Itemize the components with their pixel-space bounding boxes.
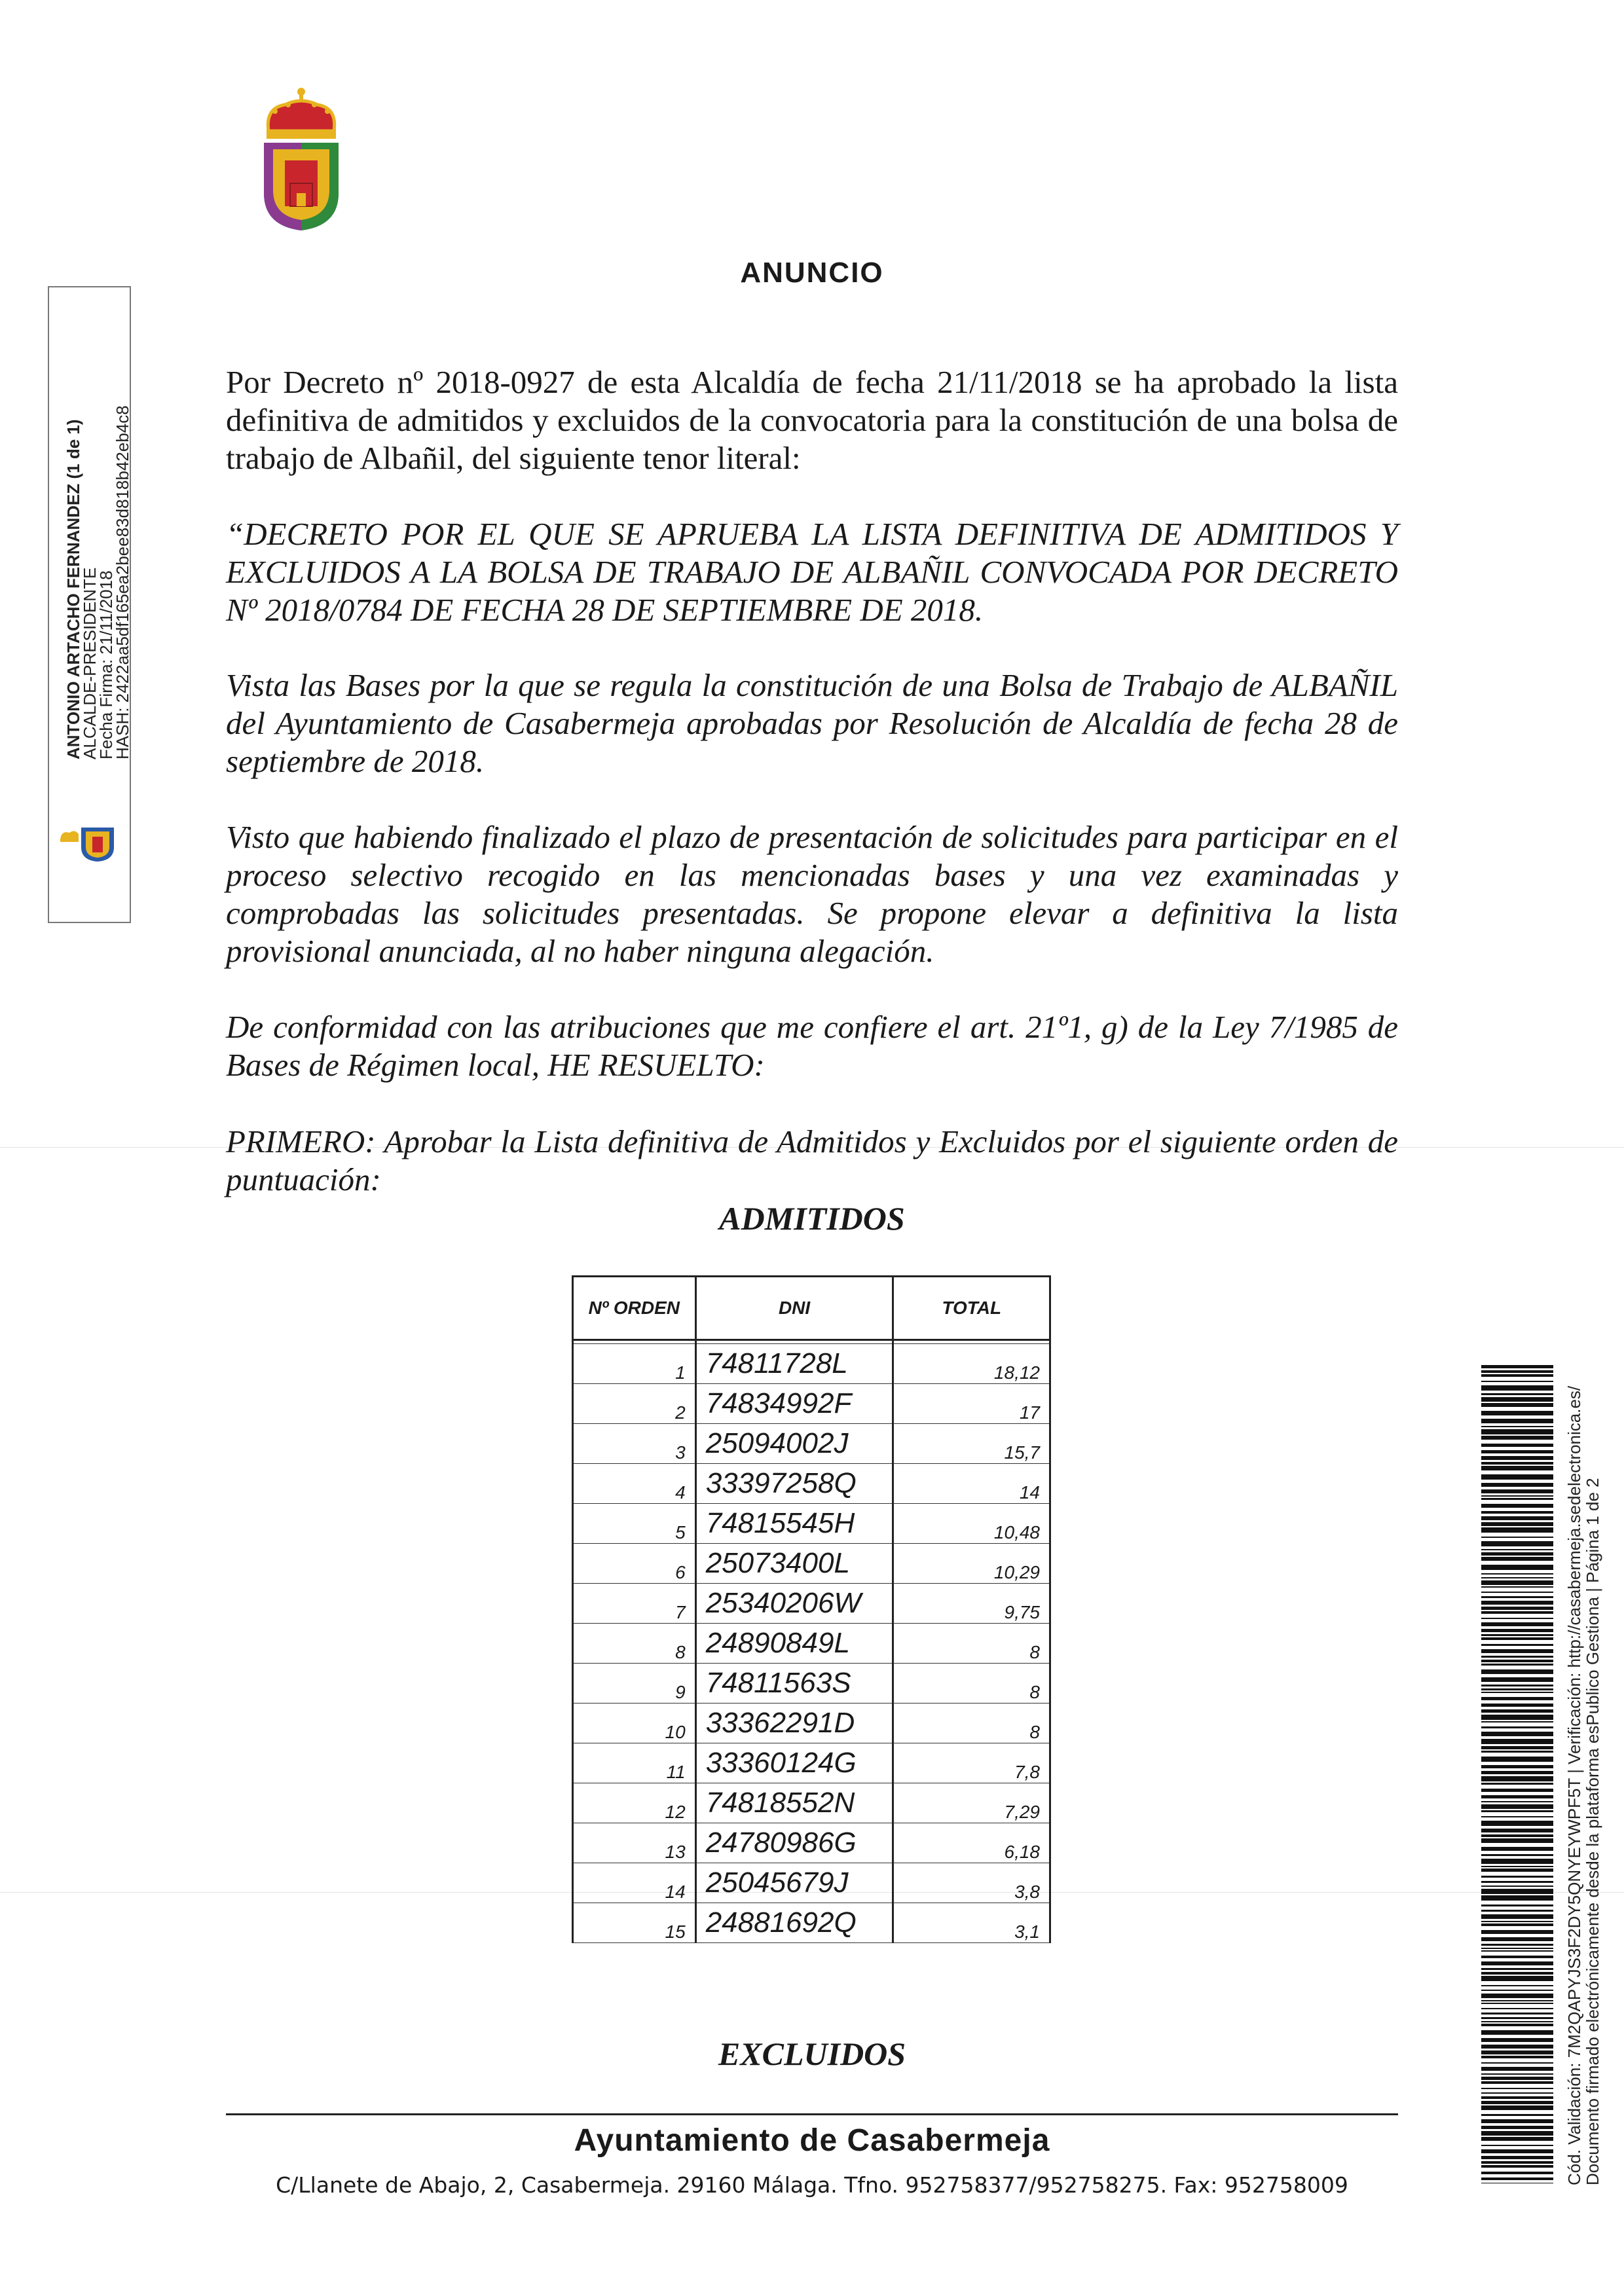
barcode-bar: [1481, 1444, 1553, 1447]
cell-total: 8: [893, 1664, 1050, 1704]
barcode-bar: [1481, 1795, 1553, 1798]
barcode-bar: [1481, 1537, 1553, 1538]
barcode-bar: [1481, 1685, 1553, 1686]
cell-orden: 13: [573, 1823, 696, 1863]
barcode-bar: [1481, 1381, 1553, 1382]
table-row: [573, 1504, 1050, 1544]
barcode-bar: [1481, 1789, 1553, 1792]
table-row: [573, 1344, 1050, 1384]
barcode-bar: [1481, 1801, 1553, 1802]
barcode-bar: [1481, 2172, 1553, 2174]
cell-orden: 8: [573, 1624, 696, 1664]
table-row: [573, 1783, 1050, 1823]
cell-total: 10,48: [893, 1504, 1050, 1544]
barcode-bar: [1481, 1565, 1553, 1570]
barcode-bar: [1481, 1950, 1553, 1952]
barcode-bar: [1481, 1985, 1553, 1986]
barcode-bar: [1481, 2096, 1553, 2099]
footer-divider: [226, 2113, 1398, 2115]
barcode-bar: [1481, 2030, 1553, 2035]
barcode-bar: [1481, 2145, 1553, 2146]
barcode-bar: [1481, 1923, 1553, 1926]
barcode-bar: [1481, 1577, 1553, 1578]
cell-dni: 74834992F: [695, 1384, 893, 1424]
barcode-bar: [1481, 1622, 1553, 1626]
barcode-bar: [1481, 1704, 1553, 1707]
cell-orden: 1: [573, 1344, 696, 1384]
coat-of-arms-logo: [259, 85, 344, 232]
barcode-bar: [1481, 1904, 1553, 1906]
barcode-bar: [1481, 1847, 1553, 1851]
cell-dni: 24780986G: [695, 1823, 893, 1863]
cell-dni: 25073400L: [695, 1544, 893, 1584]
barcode-bar: [1481, 1783, 1553, 1785]
organization-address: C/Llanete de Abajo, 2, Casabermeja. 29160 Málaga. Tfno. 952758377/952758275. Fax: 952758009: [276, 2172, 1348, 2198]
cell-total: 14: [893, 1464, 1050, 1504]
barcode-bar: [1481, 2178, 1553, 2180]
barcode-bar: [1481, 1527, 1553, 1533]
cell-total: 6,18: [893, 1823, 1050, 1863]
barcode-bar: [1481, 1876, 1553, 1878]
cell-dni: 25094002J: [695, 1424, 893, 1464]
conformidad-paragraph: De conformidad con las atribuciones que me confiere el art. 21º1, g) de la Ley 7/1985 de Bases de Régimen local, HE RESUELTO:: [226, 1009, 1398, 1083]
cell-total: 9,75: [893, 1584, 1050, 1624]
cell-total: 8: [893, 1704, 1050, 1743]
excluidos-heading: EXCLUIDOS: [718, 2035, 906, 2072]
barcode-bar: [1481, 1483, 1553, 1487]
cell-orden: 6: [573, 1544, 696, 1584]
barcode-bar: [1481, 1552, 1553, 1556]
barcode-bar: [1481, 1944, 1553, 1946]
cell-total: 10,29: [893, 1544, 1050, 1584]
table-row: [573, 1664, 1050, 1704]
barcode-bar: [1481, 1948, 1553, 1949]
barcode-bar: [1481, 1607, 1553, 1610]
table-row: [573, 1384, 1050, 1424]
barcode-bar: [1481, 1810, 1553, 1812]
barcode-bar: [1481, 1709, 1553, 1713]
barcode-bar: [1481, 1596, 1553, 1598]
barcode-bar: [1481, 1498, 1553, 1500]
barcode-bar: [1481, 1618, 1553, 1619]
organization-name: Ayuntamiento de Casabermeja: [574, 2123, 1050, 2158]
barcode-bar: [1481, 1715, 1553, 1720]
barcode-bar: [1481, 1771, 1553, 1774]
barcode-bar: [1481, 1601, 1553, 1605]
barcode-bar: [1481, 1403, 1553, 1407]
barcode-bar: [1481, 1592, 1553, 1593]
barcode-bar: [1481, 2101, 1553, 2104]
barcode-bar: [1481, 1611, 1553, 1614]
barcode-bar: [1481, 1634, 1553, 1636]
cell-dni: 25045679J: [695, 1863, 893, 1903]
signer-name: ANTONIO ARTACHO FERNANDEZ (1 de 1): [64, 419, 83, 759]
barcode-bar: [1481, 1385, 1553, 1391]
cell-orden: 10: [573, 1704, 696, 1743]
signature-stamp: [65, 288, 131, 759]
barcode-bar: [1481, 1669, 1553, 1674]
barcode-bar: [1481, 1504, 1553, 1508]
barcode-bar: [1481, 2161, 1553, 2164]
barcode-bar: [1481, 1466, 1553, 1470]
cell-dni: 74818552N: [695, 1783, 893, 1823]
cell-total: 18,12: [893, 1344, 1050, 1384]
barcode-bar: [1481, 1419, 1553, 1423]
barcode-bar: [1481, 1990, 1553, 1991]
barcode-bar: [1481, 1804, 1553, 1809]
barcode-bar: [1481, 1937, 1553, 1941]
cell-total: 3,1: [893, 1903, 1050, 1943]
barcode-bar: [1481, 2017, 1553, 2019]
barcode-bar: [1481, 1821, 1553, 1826]
cell-dni: 25340206W: [695, 1584, 893, 1624]
barcode-bar: [1481, 1637, 1553, 1640]
barcode-bar: [1481, 1580, 1553, 1585]
cell-orden: 15: [573, 1903, 696, 1943]
barcode-bar: [1481, 2003, 1553, 2004]
barcode-bar: [1481, 1739, 1553, 1744]
barcode-bar: [1481, 2119, 1553, 2123]
barcode-bar: [1481, 2077, 1553, 2080]
barcode-bar: [1481, 1765, 1553, 1768]
barcode-bar: [1481, 1456, 1553, 1460]
barcode-bar: [1481, 1961, 1553, 1965]
barcode-bar: [1481, 2131, 1553, 2136]
barcode-bar: [1481, 1921, 1553, 1922]
barcode-bar: [1481, 1721, 1553, 1722]
barcode-bar: [1481, 1629, 1553, 1632]
barcode-bar: [1481, 1930, 1553, 1934]
table-row: [573, 1464, 1050, 1504]
barcode-bar: [1481, 1910, 1553, 1912]
barcode-bar: [1481, 1374, 1553, 1377]
cell-dni: 33360124G: [695, 1743, 893, 1783]
barcode-bar: [1481, 1895, 1553, 1901]
barcode-bar: [1481, 2149, 1553, 2153]
signer-role: ALCALDE-PRESIDENTE: [80, 567, 100, 759]
barcode-bar: [1481, 2062, 1553, 2064]
cell-dni: 74811563S: [695, 1664, 893, 1704]
barcode-bar: [1481, 1474, 1553, 1480]
barcode-bar: [1481, 2165, 1553, 2168]
barcode-bar: [1481, 1426, 1553, 1427]
barcode-bar: [1481, 1834, 1553, 1837]
mini-coat-of-arms-logo: [55, 824, 118, 863]
cell-total: 7,29: [893, 1783, 1050, 1823]
signature-hash: HASH: 2422aa5df165ea2bee83d818b42eb4c8: [113, 405, 132, 759]
cell-total: 15,7: [893, 1424, 1050, 1464]
barcode-bar: [1481, 1411, 1553, 1415]
barcode-bar: [1481, 1393, 1553, 1395]
cell-orden: 11: [573, 1743, 696, 1783]
column-header-total: TOTAL: [893, 1277, 1050, 1340]
barcode-bar: [1481, 2156, 1553, 2159]
barcode-bar: [1481, 2045, 1553, 2049]
cell-total: 17: [893, 1384, 1050, 1424]
barcode-bar: [1481, 1886, 1553, 1887]
cell-dni: 74811728L: [695, 1344, 893, 1384]
barcode-bar: [1481, 1976, 1553, 1981]
page-title: ANUNCIO: [740, 257, 884, 289]
barcode-bar: [1481, 1365, 1553, 1368]
cell-dni: 74815545H: [695, 1504, 893, 1544]
barcode-bar: [1481, 1397, 1553, 1402]
barcode-bar: [1481, 2000, 1553, 2001]
verification-stamp: [1565, 1334, 1602, 2185]
barcode-bar: [1481, 2137, 1553, 2141]
signature-date: Fecha Firma: 21/11/2018: [96, 570, 116, 759]
barcode-bar: [1481, 1746, 1553, 1749]
column-header-orden: Nº ORDEN: [573, 1277, 696, 1340]
cell-orden: 3: [573, 1424, 696, 1464]
verification-line-2: Documento firmado electrónicamente desde la plataforma esPublico Gestiona | Página 1 de 2: [1583, 1478, 1602, 2185]
barcode-bar: [1481, 2021, 1553, 2022]
cell-dni: 33397258Q: [695, 1464, 893, 1504]
barcode-bar: [1481, 2056, 1553, 2058]
barcode-bar: [1481, 1866, 1553, 1867]
barcode-bar: [1481, 1436, 1553, 1440]
barcode-bar: [1481, 1994, 1553, 1998]
barcode-bar: [1481, 1495, 1553, 1497]
table-row: [573, 1424, 1050, 1464]
barcode-bar: [1481, 2073, 1553, 2075]
barcode-bar: [1481, 1586, 1553, 1588]
cell-dni: 24881692Q: [695, 1903, 893, 1943]
barcode-bar: [1481, 2008, 1553, 2009]
barcode-bar: [1481, 1677, 1553, 1682]
barcode-bar: [1481, 1541, 1553, 1546]
table-row: [573, 1544, 1050, 1584]
barcode-bar: [1481, 1489, 1553, 1493]
barcode-bar: [1481, 1649, 1553, 1653]
barcode-bar: [1481, 1370, 1553, 1373]
verification-line-1: Cód. Validación: 7M2QAPYJS3F2DY5QNYEYWPF5T | Verificación: http://casabermeja.sedelectronica.es/: [1564, 1385, 1584, 2185]
barcode-bar: [1481, 1429, 1553, 1434]
cell-orden: 2: [573, 1384, 696, 1424]
vista-paragraph: Vista las Bases por la que se regula la constitución de una Bolsa de Trabajo de ALBAÑIL del Ayuntamiento de Casabermeja aprobadas por Resolución de Alcaldía de fecha 28 de septiembre de 2018.: [226, 667, 1398, 779]
barcode-bar: [1481, 1450, 1553, 1453]
admitidos-table: [572, 1275, 1051, 1943]
barcode-bar: [1481, 1972, 1553, 1975]
primero-paragraph: PRIMERO: Aprobar la Lista definitiva de Admitidos y Excluidos por el siguiente orden de puntuación:: [226, 1123, 1398, 1197]
barcode-bar: [1481, 1549, 1553, 1550]
barcode-bar: [1481, 1889, 1553, 1894]
barcode-bar: [1481, 1859, 1553, 1864]
cell-total: 3,8: [893, 1863, 1050, 1903]
barcode-bar: [1481, 1776, 1553, 1781]
barcode-bar: [1481, 1522, 1553, 1526]
barcode-bar: [1481, 2126, 1553, 2129]
barcode-bar: [1481, 2067, 1553, 2071]
table-row: [573, 1624, 1050, 1664]
table-row: [573, 1743, 1050, 1783]
barcode-bar: [1481, 1881, 1553, 1883]
barcode-bar: [1481, 1751, 1553, 1753]
barcode-bar: [1481, 1726, 1553, 1728]
cell-orden: 7: [573, 1584, 696, 1624]
barcode-bar: [1481, 2024, 1553, 2026]
barcode-bar: [1481, 1656, 1553, 1658]
barcode-bar: [1481, 1697, 1553, 1700]
barcode-bar: [1481, 1732, 1553, 1736]
decree-title: “DECRETO POR EL QUE SE APRUEBA LA LISTA DEFINITIVA DE ADMITIDOS Y EXCLUIDOS A LA BOLSA DE TRABAJO DE ALBAÑIL CONVOCADA POR DECRETO Nº 2018/0784 DE FECHA 28 DE SEPTIEMBRE DE 2018.: [226, 516, 1398, 628]
barcode-bar: [1481, 1664, 1553, 1666]
cell-orden: 9: [573, 1664, 696, 1704]
barcode-bar: [1481, 1914, 1553, 1919]
validation-barcode: [1481, 1365, 1553, 2183]
cell-orden: 14: [573, 1863, 696, 1903]
barcode-bar: [1481, 2013, 1553, 2014]
barcode-bar: [1481, 1816, 1553, 1817]
barcode-bar: [1481, 2050, 1553, 2054]
barcode-bar: [1481, 2038, 1553, 2042]
barcode-bar: [1481, 1838, 1553, 1843]
barcode-bar: [1481, 2092, 1553, 2094]
cell-orden: 5: [573, 1504, 696, 1544]
barcode-bar: [1481, 2081, 1553, 2084]
cell-total: 7,8: [893, 1743, 1050, 1783]
barcode-bar: [1481, 1660, 1553, 1662]
barcode-bar: [1481, 1829, 1553, 1832]
barcode-bar: [1481, 1462, 1553, 1465]
barcode-bar: [1481, 1757, 1553, 1762]
table-row: [573, 1704, 1050, 1743]
cell-total: 8: [893, 1624, 1050, 1664]
table-row: [573, 1903, 1050, 1943]
barcode-bar: [1481, 1688, 1553, 1690]
cell-dni: 33362291D: [695, 1704, 893, 1743]
barcode-bar: [1481, 1511, 1553, 1514]
admitidos-heading: ADMITIDOS: [719, 1200, 905, 1237]
table-row: [573, 1863, 1050, 1903]
barcode-bar: [1481, 1868, 1553, 1872]
barcode-bar: [1481, 1644, 1553, 1646]
barcode-bar: [1481, 1854, 1553, 1856]
intro-paragraph: Por Decreto nº 2018-0927 de esta Alcaldía de fecha 21/11/2018 se ha aprobado la lista definitiva de admitidos y excluidos de la convocatoria para la constitución de una bolsa de trabajo de Albañil, del siguiente tenor literal:: [226, 364, 1398, 476]
barcode-bar: [1481, 2088, 1553, 2089]
cell-orden: 12: [573, 1783, 696, 1823]
barcode-bar: [1481, 1516, 1553, 1520]
visto-paragraph: Visto que habiendo finalizado el plazo de presentación de solicitudes para participar en el proceso selectivo recogido en las mencionadas bases y una vez examinadas y comprobadas las solicitudes presentadas. Se propone elevar a definitiva la lista provisional anunciada, al no haber ninguna alegación.: [226, 819, 1398, 969]
barcode-bar: [1481, 2114, 1553, 2116]
barcode-bar: [1481, 1956, 1553, 1958]
table-row: [573, 1823, 1050, 1863]
cell-dni: 24890849L: [695, 1624, 893, 1664]
barcode-bar: [1481, 1557, 1553, 1561]
barcode-bar: [1481, 1573, 1553, 1575]
column-header-dni: DNI: [695, 1277, 893, 1340]
cell-orden: 4: [573, 1464, 696, 1504]
barcode-bar: [1481, 1692, 1553, 1693]
barcode-bar: [1481, 1968, 1553, 1970]
barcode-bar: [1481, 2105, 1553, 2110]
table-row: [573, 1584, 1050, 1624]
